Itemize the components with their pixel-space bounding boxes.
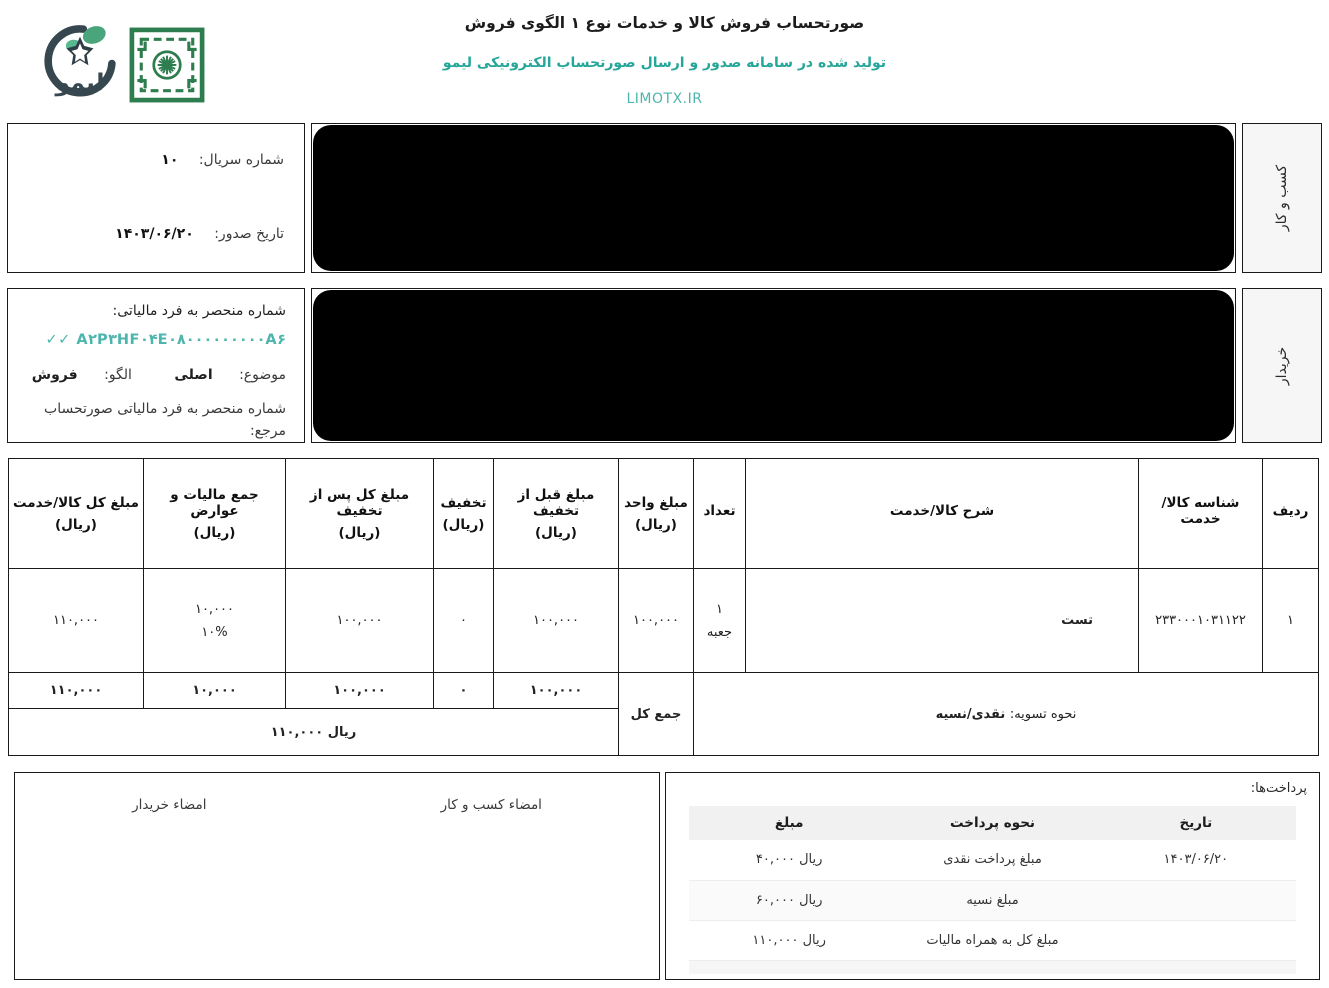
item-tax-amount: ۱۰,۰۰۰ [194,601,235,617]
pattern-value: فروش [31,367,78,384]
business-redacted-block [313,125,1234,271]
invoice-title: صورتحساب فروش کالا و خدمات نوع ۱ الگوی فروش [464,14,865,32]
totals-row [9,673,1319,709]
payment-date [1096,880,1296,920]
buyer-section [7,288,1322,443]
item-unit-price: ۱۰۰,۰۰۰ [619,569,694,673]
total-after-discount: ۱۰۰,۰۰۰ [286,673,434,709]
payment-amount: ۱۱۰,۰۰۰ ریال [689,920,889,960]
item-row-no: ۱ [1263,569,1319,673]
col-header-after-discount: مبلغ کل پس از تخفیف (ریال) [286,459,434,569]
serial-number-label: شماره سریال: [198,152,284,168]
payment-date [1096,920,1296,960]
item-after-discount: ۱۰۰,۰۰۰ [286,569,434,673]
item-id: ۲۳۳۰۰۰۱۰۳۱۱۲۲ [1139,569,1263,673]
payments-table [689,806,1296,961]
col-header-discount: تخفیف (ریال) [434,459,494,569]
item-before-discount: ۱۰۰,۰۰۰ [494,569,619,673]
buyer-redacted-block [313,290,1234,441]
business-section [7,123,1322,273]
item-quantity: ۱ [716,601,723,617]
payments-col-date: تاریخ [1096,806,1296,840]
item-quantity-cell [694,569,746,673]
settlement-label: نحوه تسویه: [1009,706,1077,722]
signature-box [14,772,660,980]
tax-info-box [7,288,305,443]
payment-method: مبلغ نسیه [889,880,1095,920]
reference-invoice-label: شماره منحصر به فرد مالیاتی صورتحساب مرجع: [44,401,286,439]
col-header-row-no: ردیف [1263,459,1319,569]
payment-row [689,920,1296,960]
tax-administration-logo-icon [128,26,206,108]
tax-id-label: شماره منحصر به فرد مالیاتی: [112,303,286,319]
items-header-row [9,459,1319,569]
item-row [9,569,1319,673]
settlement-value: نقدی/نسیه [935,706,1006,722]
payment-method: مبلغ پرداخت نقدی [889,840,1095,880]
payments-title: پرداخت‌ها: [1250,781,1307,796]
payment-date: ۱۴۰۳/۰۶/۲۰ [1096,840,1296,880]
items-table-container [9,458,1319,756]
verified-checkmarks-icon: ✓✓ [45,331,71,348]
item-description: تست [746,569,1139,673]
serial-info-box [7,123,305,273]
grand-total-label: جمع کل [619,673,694,756]
total-discount: ۰ [434,673,494,709]
payment-amount: ۶۰,۰۰۰ ریال [689,880,889,920]
subject-label: موضوع: [239,367,286,384]
issue-date-value: ۱۴۰۳/۰۶/۲۰ [115,226,194,242]
payments-col-method: نحوه پرداخت [889,806,1095,840]
payments-box [665,772,1320,980]
col-header-quantity: تعداد [694,459,746,569]
payment-amount: ۴۰,۰۰۰ ریال [689,840,889,880]
col-header-before-discount: مبلغ قبل از تخفیف (ریال) [494,459,619,569]
buyer-side-label: خریدار [1242,288,1322,443]
serial-number-field [28,152,284,168]
item-discount: ۰ [434,569,494,673]
subject-pattern-line [26,365,286,387]
generator-subtitle: تولید شده در سامانه صدور و ارسال صورتحساب الکترونیکی لیمو [442,55,887,71]
grand-total-value: ۱۱۰,۰۰۰ ریال [9,709,619,756]
pattern-label: الگو: [104,367,132,384]
issue-date-field [28,226,284,242]
payment-row [689,840,1296,880]
limotx-link[interactable]: LIMOTX.IR [626,91,703,107]
svg-text:لیمو: لیمو [55,68,105,97]
payment-row [689,880,1296,920]
limo-logo-icon [38,18,122,108]
col-header-line-total: مبلغ کل کالا/خدمت (ریال) [9,459,144,569]
buyer-signature-label: امضاء خریدار [132,797,207,813]
item-tax-cell [144,569,286,673]
bottom-section [14,772,1320,980]
total-tax: ۱۰,۰۰۰ [144,673,286,709]
item-line-total: ۱۱۰,۰۰۰ [9,569,144,673]
document-header [0,0,1329,120]
col-header-item-id: شناسه کالا/خدمت [1139,459,1263,569]
business-side-label: کسب و کار [1242,123,1322,273]
col-header-unit-price: مبلغ واحد (ریال) [619,459,694,569]
subject-value: اصلی [174,367,213,384]
col-header-description: شرح کالا/خدمت [746,459,1139,569]
item-quantity-unit: جعبه [706,624,733,640]
items-table [8,458,1319,756]
tax-id-value: ✓✓ A۲P۳HF۰۴E۰۸۰۰۰۰۰۰۰۰۰A۶ [45,331,286,348]
tax-id-line [26,329,286,352]
serial-number-value: ۱۰ [161,152,179,168]
payments-header-row [689,806,1296,840]
settlement-cell [694,673,1319,756]
col-header-tax-total: جمع مالیات و عوارض (ریال) [144,459,286,569]
issue-date-label: تاریخ صدور: [214,226,284,242]
payments-col-amount: مبلغ [689,806,889,840]
total-amount: ۱۱۰,۰۰۰ [9,673,144,709]
business-signature-label: امضاء کسب و کار [440,797,542,813]
payments-footer-strip [689,961,1296,974]
buyer-redacted-container [311,288,1236,443]
payment-method: مبلغ کل به همراه مالیات [889,920,1095,960]
business-redacted-container [311,123,1236,273]
total-before-discount: ۱۰۰,۰۰۰ [494,673,619,709]
item-tax-percent: ۱۰% [201,624,228,640]
